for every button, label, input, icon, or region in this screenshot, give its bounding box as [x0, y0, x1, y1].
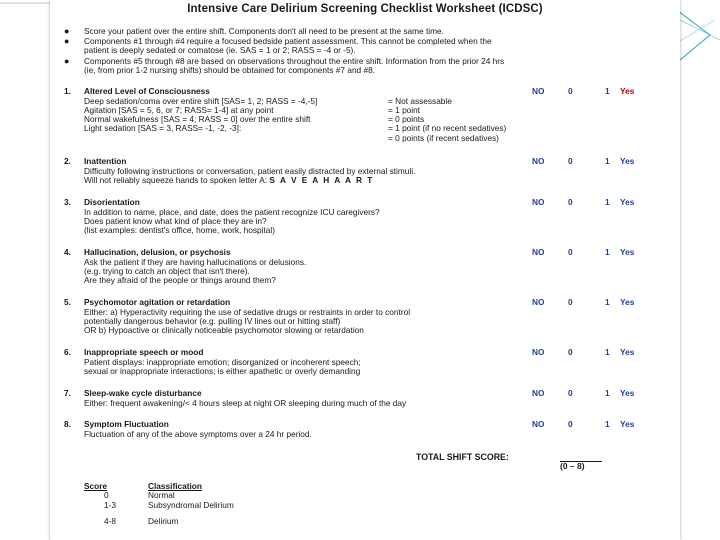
slide-decoration-top-left	[0, 0, 50, 20]
score-yes: Yes	[620, 297, 635, 307]
item-result: = 0 points (if recent sedatives)	[388, 132, 499, 143]
item-heading: Symptom Fluctuation	[84, 419, 169, 429]
classification-label: Subsyndromal Delirium	[148, 500, 234, 510]
spell-letters: S A V E A H A A R T	[269, 174, 374, 185]
item-result: = 1 point (if no recent sedatives)	[388, 123, 507, 134]
score-one: 1	[605, 156, 610, 166]
score-yes: Yes	[620, 247, 635, 257]
score-zero: 0	[568, 297, 573, 307]
score-one: 1	[605, 388, 610, 398]
item-line: (list examples: dentist's office, home, work, hospital)	[84, 225, 275, 236]
score-yes: Yes	[620, 156, 635, 166]
bullet-icon: ●	[64, 56, 70, 66]
icdsc-worksheet	[50, 0, 680, 540]
score-no: NO	[532, 156, 545, 166]
item-line: Ask the patient if they are having hallucinations or delusions.	[84, 256, 307, 267]
item-result: = Not assessable	[388, 95, 452, 106]
item-result: = 1 point	[388, 104, 421, 115]
score-one: 1	[605, 247, 610, 257]
item-heading: Inappropriate speech or mood	[84, 347, 204, 357]
score-zero: 0	[568, 86, 573, 96]
score-yes: Yes	[620, 197, 635, 207]
classification-score: 0	[104, 490, 109, 500]
score-no: NO	[532, 419, 545, 429]
score-no: NO	[532, 347, 545, 357]
item-line: OR b) Hypoactive or clinically noticeable psychomotor slowing or retardation	[84, 325, 364, 336]
score-one: 1	[605, 197, 610, 207]
score-no: NO	[532, 86, 545, 96]
item-line: Patient displays: inappropriate emotion; disorganized or incoherent speech;	[84, 356, 361, 367]
item-number: 5.	[64, 297, 71, 307]
score-no: NO	[532, 197, 545, 207]
score-zero: 0	[568, 156, 573, 166]
item-line: Fluctuation of any of the above symptoms over a 24 hr period.	[84, 428, 312, 439]
item-line: Difficulty following instructions or conversation, patient easily distracted by external stimuli.	[84, 165, 416, 176]
item-number: 3.	[64, 197, 71, 207]
score-no: NO	[532, 297, 545, 307]
item-line: Will not reliably squeeze hands to spoken letter A:	[84, 174, 268, 185]
score-yes: Yes	[620, 347, 635, 357]
item-line: Either: a) Hyperactivity requiring the use of sedative drugs or restraints in order to control	[84, 306, 411, 317]
item-result: = 0 points	[388, 114, 425, 125]
instruction-line: Score your patient over the entire shift. Components don't all need to be present at the same time.	[84, 26, 444, 36]
item-heading: Psychomotor agitation or retardation	[84, 297, 231, 307]
classification-label: Normal	[148, 490, 175, 500]
total-score-range: (0 – 8)	[560, 461, 585, 471]
item-line: Are they afraid of the people or things around them?	[84, 275, 276, 286]
item-heading: Altered Level of Consciousness	[84, 86, 210, 96]
bullet-icon: ●	[64, 26, 70, 36]
score-one: 1	[605, 347, 610, 357]
instruction-line: (ie, from prior 1-2 nursing shifts) should be obtained for components #7 and #8.	[84, 65, 376, 76]
item-line: potentially dangerous behavior (e.g. pulling IV lines out or hitting staff)	[84, 315, 341, 326]
score-zero: 0	[568, 197, 573, 207]
item-heading: Sleep-wake cycle disturbance	[84, 388, 202, 398]
classification-header: Classification	[148, 481, 202, 491]
item-line: Normal wakefulness [SAS = 4; RASS = 0] over the entire shift	[84, 114, 311, 125]
item-line: sexual or inappropriate interactions; is either apathetic or overly demanding	[84, 365, 361, 376]
score-zero: 0	[568, 388, 573, 398]
score-one: 1	[605, 419, 610, 429]
classification-score: 4-8	[104, 516, 116, 526]
item-line: Does patient know what kind of place they are in?	[84, 215, 267, 226]
score-yes: Yes	[620, 419, 635, 429]
worksheet-title: Intensive Care Delirium Screening Checklist Worksheet (ICDSC)	[187, 3, 543, 15]
item-line: Light sedation [SAS = 3, RASS= -1, -2, -3]:	[84, 123, 242, 134]
item-line: In addition to name, place, and date, does the patient recognize ICU caregivers?	[84, 206, 380, 217]
instruction-line: Components #5 through #8 are based on observations throughout the entire shift. Information from the prior 24 hrs	[84, 56, 505, 66]
item-line: Either: frequent awakening/< 4 hours sleep at night OR sleeping during much of the day	[84, 397, 407, 408]
item-number: 4.	[64, 247, 71, 257]
bullet-icon: ●	[64, 36, 70, 46]
classification-score: 1-3	[104, 500, 116, 510]
classification-label: Delirium	[148, 516, 179, 526]
score-zero: 0	[568, 347, 573, 357]
item-number: 6.	[64, 347, 71, 357]
total-shift-score-label: TOTAL SHIFT SCORE:	[416, 452, 509, 462]
instruction-line: patient is deeply sedated or comatose (ie. SAS = 1 or 2; RASS = -4 or -5).	[84, 45, 356, 56]
score-zero: 0	[568, 247, 573, 257]
score-yes: Yes	[620, 86, 635, 96]
item-number: 1.	[64, 86, 71, 96]
item-heading: Hallucination, delusion, or psychosis	[84, 247, 231, 257]
item-number: 8.	[64, 419, 71, 429]
item-number: 7.	[64, 388, 71, 398]
score-yes: Yes	[620, 388, 635, 398]
score-one: 1	[605, 297, 610, 307]
score-no: NO	[532, 388, 545, 398]
score-one: 1	[605, 86, 610, 96]
instruction-line: Components #1 through #4 require a focused bedside patient assessment. This cannot be completed when the	[84, 36, 492, 46]
score-zero: 0	[568, 419, 573, 429]
item-heading: Inattention	[84, 156, 127, 166]
score-no: NO	[532, 247, 545, 257]
item-number: 2.	[64, 156, 71, 166]
score-header: Score	[84, 481, 108, 491]
item-line: Deep sedation/coma over entire shift [SAS= 1, 2; RASS = -4,-5]	[84, 95, 318, 106]
item-line: (e.g. trying to catch an object that isn't there).	[84, 265, 250, 276]
item-heading: Disorientation	[84, 197, 140, 207]
item-line: Agitation [SAS = 5, 6, or 7; RASS= 1-4] at any point	[84, 104, 274, 115]
